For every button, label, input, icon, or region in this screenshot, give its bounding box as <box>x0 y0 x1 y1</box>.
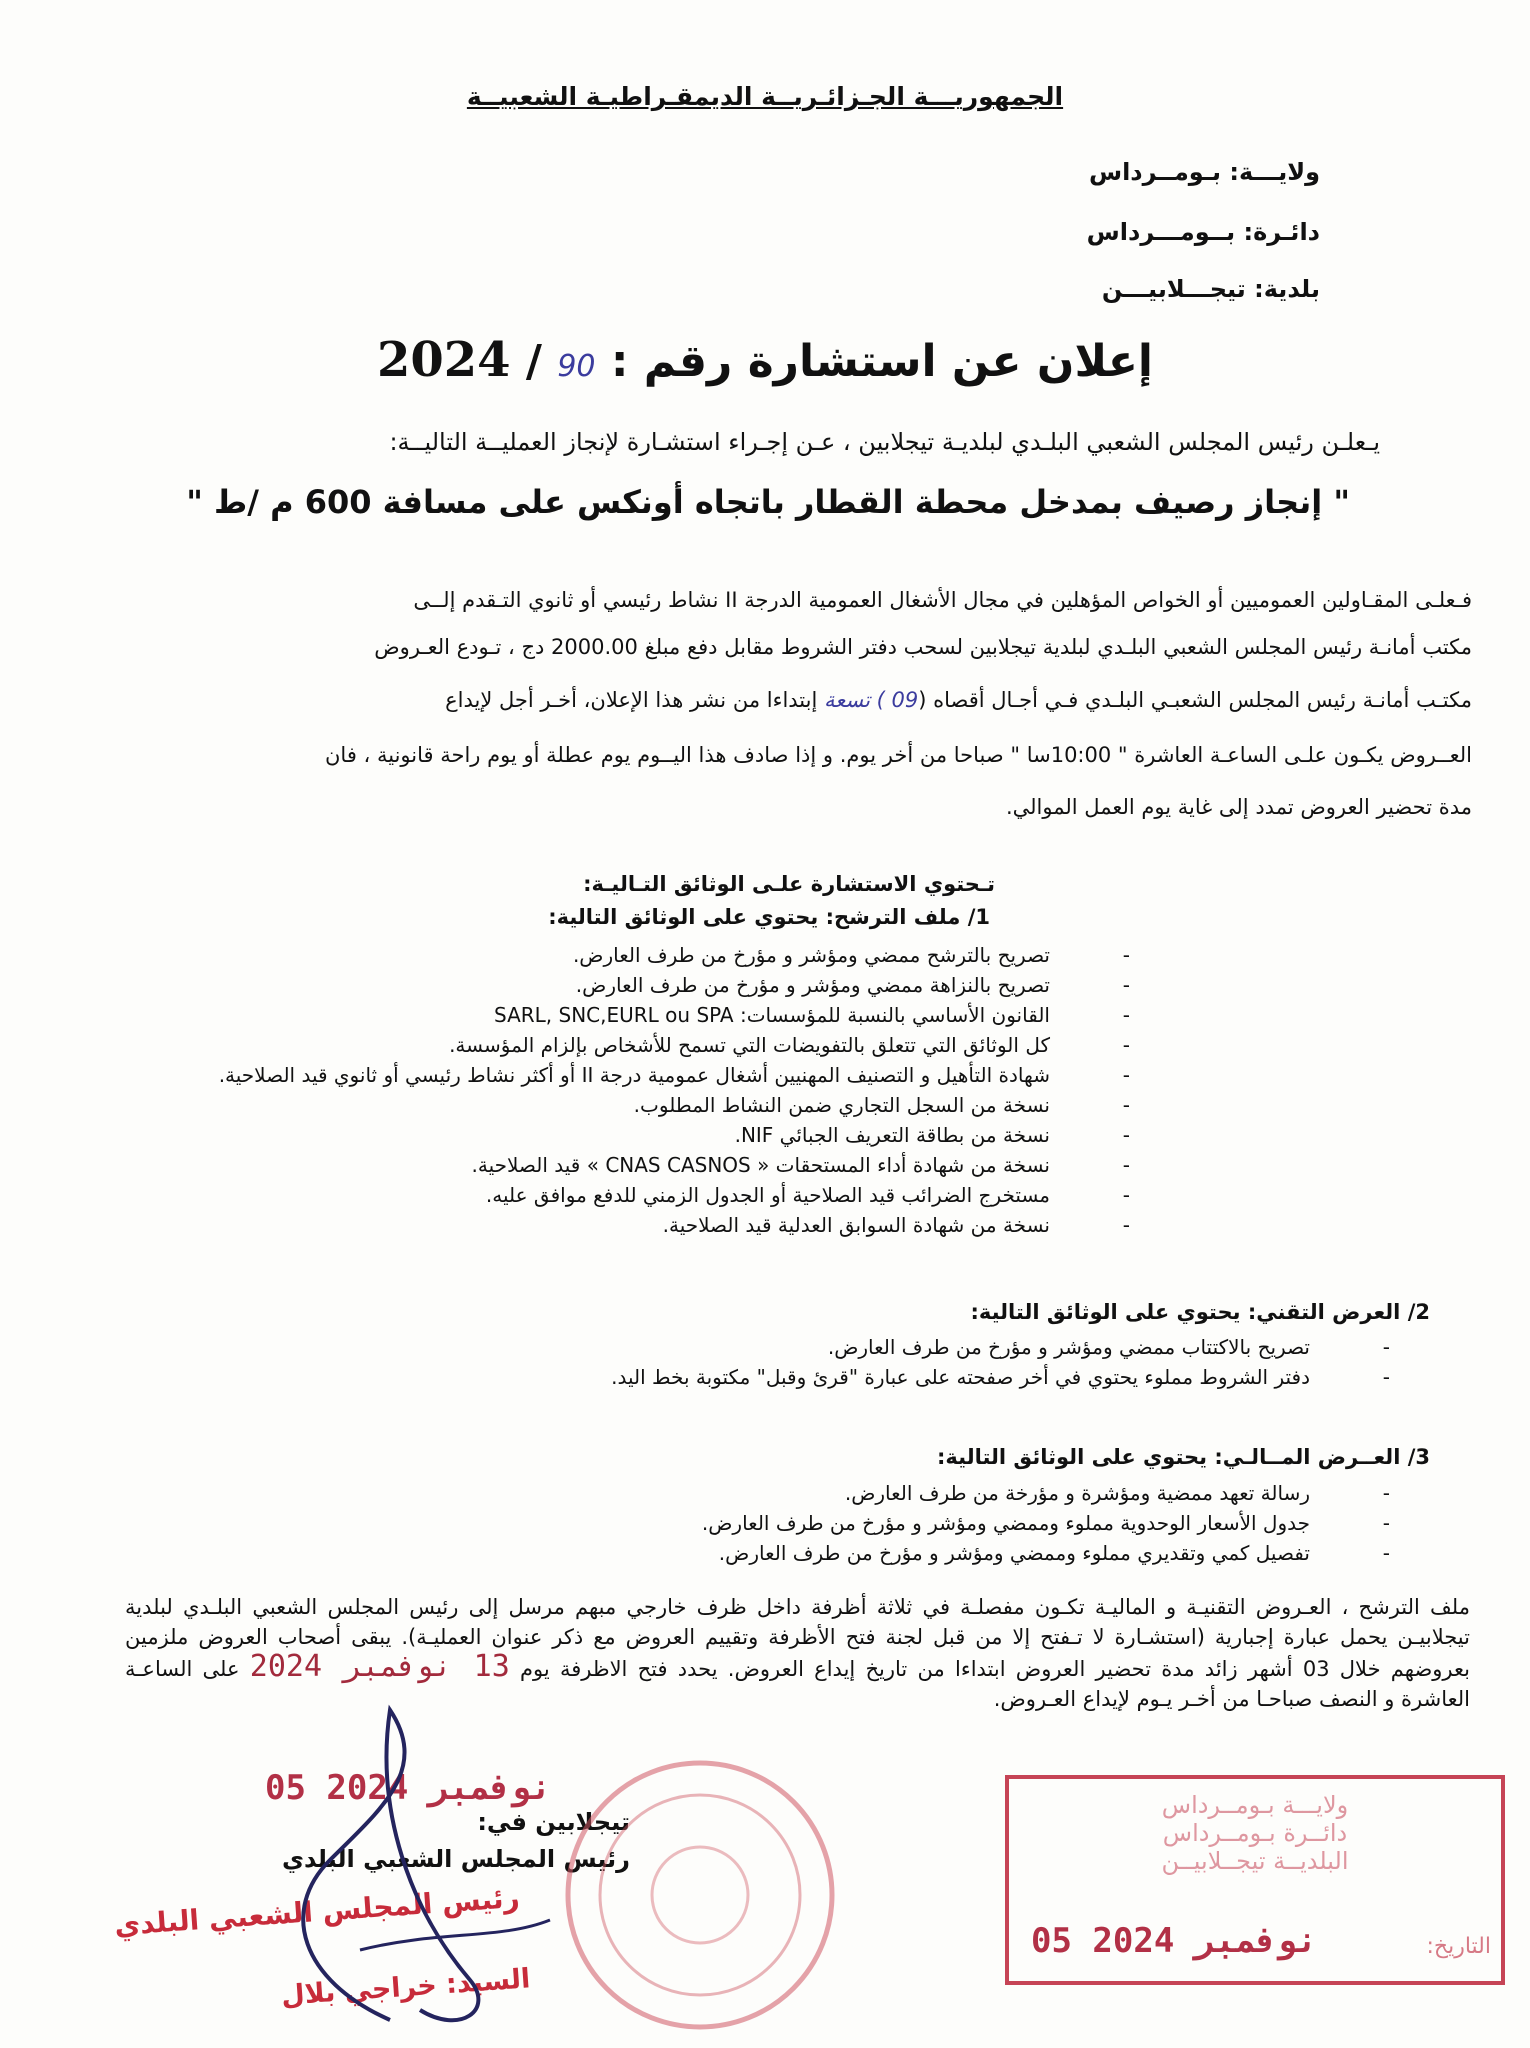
technical-title: 2/ العرض التقني: يحتوي على الوثائق التالية: <box>970 1300 1430 1324</box>
paragraph-line-4: العــروض يكـون علـى الساعـة العاشرة " 10:00سا " صباحا من أخر يوم. و إذا صادف هذا اليــوم يوم عطلة أو يوم راحة قانونية ، فان <box>325 743 1472 767</box>
list-item: - تصريح بالاكتتاب ممضي ومؤشر و مؤرخ من طرف العارض. <box>611 1332 1390 1362</box>
project-title: " إنجاز رصيف بمدخل محطة القطار باتجاه أونكس على مسافة 600 م /ط " <box>186 483 1350 521</box>
box-stamp-date: 05 نوفمبر 2024 <box>1031 1921 1318 1961</box>
daira-line: دائـرة: بــومـــرداس <box>1086 218 1320 246</box>
list-item: - مستخرج الضرائب قيد الصلاحية أو الجدول الزمني للدفع موافق عليه. <box>219 1180 1130 1210</box>
list-item: - نسخة من شهادة أداء المستحقات « CNAS CASNOS » قيد الصلاحية. <box>219 1150 1130 1180</box>
paragraph-line-1: فـعلـى المقـاولين العموميين أو الخواص المؤهلين في مجال الأشغال العمومية الدرجة II نشاط رئيسي أو ثانوي التـقدم إلــى <box>413 588 1472 612</box>
list-item: - تفصيل كمي وتقديري مملوء وممضي ومؤشر و مؤرخ من طرف العارض. <box>702 1538 1390 1568</box>
signature-date-stamp: 05 نوفمبر 2024 <box>265 1768 552 1808</box>
baladia-line: بلدية: تيجـــلابيـــن <box>1101 275 1320 303</box>
list-item: - جدول الأسعار الوحدوية مملوء وممضي ومؤشر و مؤرخ من طرف العارض. <box>702 1508 1390 1538</box>
documents-heading: تـحتوي الاستشارة علـى الوثائق التـاليـة: <box>583 872 995 896</box>
signature-place: تيجلابين في: <box>477 1808 630 1836</box>
list-item: - كل الوثائق التي تتعلق بالتفويضات التي تسمح للأشخاص بإلزام المؤسسة. <box>219 1030 1130 1060</box>
box-stamp: ولايـــة بـومــرداس دائــرة بـومــرداس البلديــة تيجــلابيــن التاريخ: 05 نوفمبر 2024 <box>1005 1775 1505 1985</box>
list-item: - نسخة من بطاقة التعريف الجبائي NIF. <box>219 1120 1130 1150</box>
list-item: - تصريح بالترشح ممضي ومؤشر و مؤرخ من طرف العارض. <box>219 940 1130 970</box>
opening-date-stamp: 13 نوفمبر 2024 <box>249 1649 510 1684</box>
signature-title: رئيس المجلس الشعبي البلدي <box>282 1845 630 1873</box>
announcement-title: إعلان عن استشارة رقم : 90 / 2024 <box>376 332 1154 388</box>
republic-header: الجمهوريـــة الجـزائـريــة الديمقـراطيـة الشعبيــة <box>466 82 1064 111</box>
list-item: - دفتر الشروط مملوء يحتوي في أخر صفحته على عبارة "قرئ وقبل" مكتوبة بخط اليد. <box>611 1362 1390 1392</box>
list-item: - رسالة تعهد ممضية ومؤشرة و مؤرخة من طرف العارض. <box>702 1478 1390 1508</box>
handwritten-signature <box>240 1690 570 2040</box>
round-seal <box>545 1745 855 2045</box>
list-item: - نسخة من السجل التجاري ضمن النشاط المطلوب. <box>219 1090 1130 1120</box>
list-item: - شهادة التأهيل و التصنيف المهنيين أشغال عمومية درجة II أو أكثر نشاط رئيسي أو ثانوي قيد الصلاحية. <box>219 1060 1130 1090</box>
financial-title: 3/ العــرض المــالـي: يحتوي على الوثائق التالية: <box>936 1445 1430 1469</box>
paragraph-line-5: مدة تحضير العروض تمدد إلى غاية يوم العمل الموالي. <box>1005 795 1472 819</box>
candidacy-list <box>219 940 1130 1240</box>
announcement-year: 2024 <box>376 332 511 388</box>
candidacy-title: 1/ ملف الترشح: يحتوي على الوثائق التالية: <box>548 905 990 929</box>
paragraph-line-2: مكتب أمانـة رئيس المجلس الشعبي البلـدي لبلدية تيجلابين لسحب دفتر الشروط مقابل دفع مبلغ 2000.00 دج ، تـودع العـروض <box>374 635 1472 659</box>
closing-paragraph: ملف الترشح ، العـروض التقنيـة و الماليـة تكـون مفصلـة في ثلاثة أظرفة داخل ظرف خارجي مبهم مرسل إلى رئيس المجلس الشعبي البلـدي لبلدية تيجلابيـن يحمل عبارة إجبارية (استشـارة لا تـفتح إلا من قبل لجنة فتح الأظرفة وتقييم العروض مع ذكر عنوان العمليـة). يبقى أصحاب العروض ملزمين بعروضهم خلال 03 أشهر زائد مدة تحضير العروض ابتداءا من تاريخ إيداع العروض. يحدد فتح الاظرفة يوم 13 نوفمبر 2024 على الساعـة العاشرة و النصف صباحـا من أخـر يـوم لإيداع العـروض. <box>125 1595 1470 1711</box>
financial-list <box>702 1478 1390 1568</box>
handwritten-days: 09 ) تسعة <box>824 688 919 712</box>
paragraph-line-3: مكتـب أمانـة رئيس المجلس الشعبـي البلـدي فـي أجـال أقصاه (09 ) تسعة إبتداءا من نشر هذا الإعلان، أخـر أجل لإيداع <box>445 688 1472 712</box>
intro-text: يـعلـن رئيس المجلس الشعبي البلـدي لبلديـة تيجلابين ، عـن إجـراء استشـارة لإنجاز العمليــة التاليــة: <box>389 428 1380 456</box>
technical-list <box>611 1332 1390 1392</box>
stamp-name: السيد: خراجي بلال <box>279 1963 531 2012</box>
handwritten-number: 90 <box>557 349 596 384</box>
list-item: - نسخة من شهادة السوابق العدلية قيد الصلاحية. <box>219 1210 1130 1240</box>
wilaya-line: ولايـــة: بـومــرداس <box>1088 158 1320 186</box>
stamp-title: رئيس المجلس الشعبي البلدي <box>113 1880 521 1943</box>
list-item: - القانون الأساسي بالنسبة للمؤسسات: SARL, SNC,EURL ou SPA <box>219 1000 1130 1030</box>
list-item: - تصريح بالنزاهة ممضي ومؤشر و مؤرخ من طرف العارض. <box>219 970 1130 1000</box>
